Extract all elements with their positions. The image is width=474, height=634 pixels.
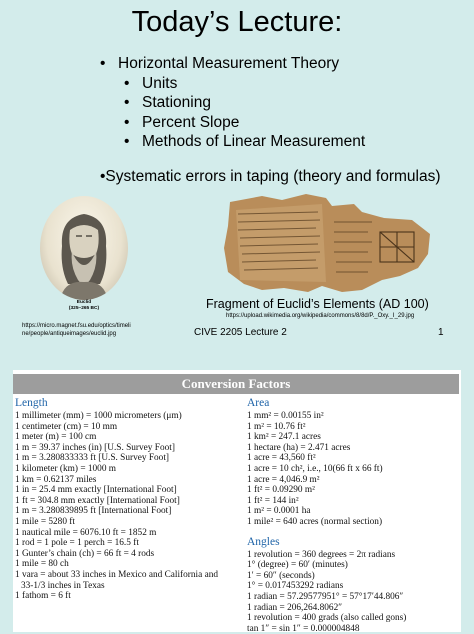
bullet-label: Units (142, 74, 178, 92)
portrait-caption-name: Euclid (76, 300, 92, 305)
conversion-item: 1° (degree) = 60′ (minutes) (247, 560, 348, 571)
conversion-item: 1 centimeter (cm) = 10 mm (15, 421, 118, 432)
conversion-title: Conversion Factors (13, 374, 459, 394)
conversion-item: 1° = 0.017453292 radians (247, 581, 344, 592)
conversion-item: 1 nautical mile = 6076.10 ft = 1852 m (15, 527, 157, 538)
length-list (15, 411, 243, 602)
slide-title: Today’s Lecture: (131, 6, 343, 38)
conversion-item: 1 m = 3.280833333 ft [U.S. Survey Foot] (15, 453, 169, 464)
angles-list (247, 550, 459, 634)
euclid-illustration (40, 196, 128, 300)
papyrus-fragment-image (222, 192, 436, 296)
conversion-item: 1 mile = 5280 ft (15, 516, 75, 527)
portrait-image (40, 196, 128, 300)
portrait-url-line: ne/people/antiqueimages/euclid.jpg (22, 331, 117, 337)
conversion-item: 1 ft² = 0.09290 m² (247, 485, 315, 496)
conversion-item: 1 radian = 206,264.8062″ (247, 602, 343, 613)
page-number: 1 (438, 327, 444, 338)
conversion-item: 1 m = 39.37 inches (in) [U.S. Survey Foot] (15, 442, 175, 453)
conversion-item: 1 ft = 304.8 mm exactly [International Foot] (15, 495, 180, 506)
area-list (247, 411, 459, 528)
conversion-item: 1 mile = 80 ch (15, 559, 69, 570)
conversion-item: 1 vara = about 33 inches in Mexico and California and (15, 569, 219, 580)
euclid-portrait (40, 196, 128, 314)
conversion-item: 1 revolution = 400 grads (also called gons) (247, 613, 407, 624)
sub-bullet-item: • Units (124, 74, 178, 92)
conversion-item: 1 millimeter (mm) = 1000 micrometers (μm) (15, 411, 182, 421)
conversion-item: 1 meter (m) = 100 cm (15, 432, 97, 443)
conversion-item: 1 mile² = 640 acres (normal section) (247, 516, 383, 527)
conversion-item: 1 fathom = 6 ft (15, 591, 71, 602)
portrait-source-url[interactable] (22, 322, 131, 338)
conversion-item: 1 Gunter’s chain (ch) = 66 ft = 4 rods (15, 548, 155, 559)
portrait-caption (40, 300, 128, 312)
conversion-item: 33-1/3 inches in Texas (21, 580, 105, 591)
conversion-item: 1 acre = 43,560 ft² (247, 453, 316, 464)
sub-bullet-item: • Methods of Linear Measurement (124, 133, 366, 150)
conversion-item: 1 radian = 57.29577951° = 57°17′44.806″ (247, 591, 404, 602)
conversion-item: 1′ = 60″ (seconds) (247, 570, 315, 581)
area-heading: Area (247, 397, 270, 409)
conversion-item: 1 mm² = 0.00155 in² (247, 411, 324, 421)
area-angles-column (247, 396, 459, 634)
conversion-item: 1 hectare (ha) = 2.471 acres (247, 442, 351, 453)
bullet-label: Horizontal Measurement Theory (118, 55, 340, 72)
angles-heading: Angles (247, 535, 280, 548)
conversion-item: 1 revolution = 360 degrees = 2π radians (247, 549, 396, 560)
sub-bullet-item: • Percent Slope (124, 113, 240, 131)
conversion-item: 1 m = 3.280839895 ft [International Foot] (15, 506, 172, 517)
conversion-item: 1 m² = 10.76 ft² (247, 421, 306, 432)
conversion-item: 1 m² = 0.0001 ha (247, 506, 311, 517)
conversion-item: 1 acre = 10 ch², i.e., 10(66 ft x 66 ft) (247, 463, 383, 474)
conversion-item: 1 kilometer (km) = 1000 m (15, 463, 117, 474)
conversion-item: 1 in = 25.4 mm exactly [International Foot] (15, 485, 177, 496)
bullet-label: Methods of Linear Measurement (142, 133, 366, 150)
sub-bullet-item: • Stationing (124, 94, 211, 111)
conversion-item: 1 km = 0.62137 miles (15, 474, 97, 485)
conversion-item: 1 ft² = 144 in² (247, 495, 299, 506)
bullet-item: • Horizontal Measurement Theory (100, 55, 340, 72)
bullet-label: Percent Slope (142, 113, 240, 131)
footer-lecture: CIVE 2205 Lecture 2 (194, 327, 287, 338)
conversion-item: tan 1″ = sin 1″ = 0.000004848 (247, 623, 360, 634)
portrait-url-line: https://micro.magnet.fsu.edu/optics/timeli (22, 323, 131, 329)
conversion-item: 1 acre = 4,046.9 m² (247, 474, 320, 485)
portrait-caption-dates: (325–265 BC) (68, 306, 100, 311)
bullet-list (100, 54, 365, 152)
length-heading: Length (15, 397, 48, 409)
fragment-source-url[interactable]: https://upload.wikimedia.org/wikipedia/commons/8/8d/P._Oxy._I_29.jpg (226, 313, 415, 319)
length-column (15, 396, 243, 602)
conversion-item: 1 km² = 247.1 acres (247, 432, 321, 443)
conversion-item: 1 rod = 1 pole = 1 perch = 16.5 ft (15, 538, 139, 549)
systematic-errors-bullet: •Systematic errors in taping (theory and formulas) (100, 168, 441, 185)
fragment-caption: Fragment of Euclid’s Elements (AD 100) (206, 297, 429, 311)
bullet-label: Stationing (142, 94, 211, 111)
